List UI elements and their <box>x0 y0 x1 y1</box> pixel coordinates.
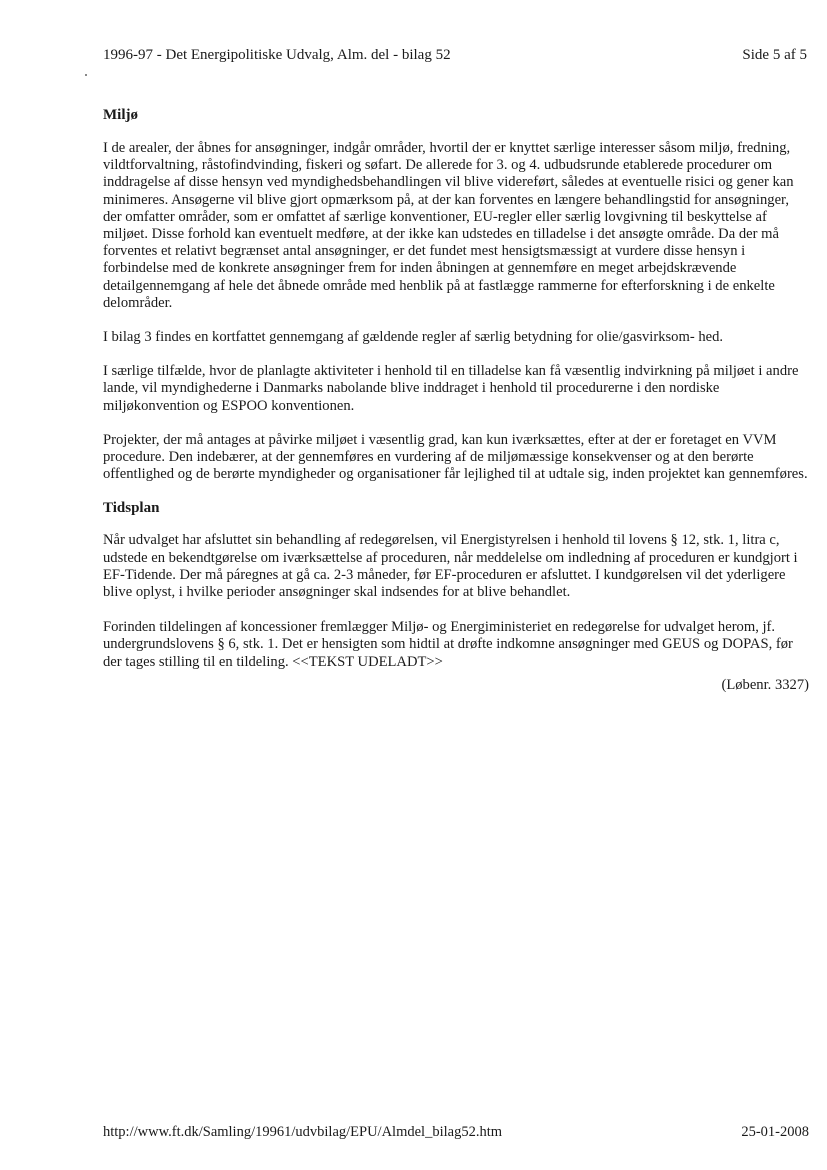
paragraph-tidsplan-1: Når udvalget har afsluttet sin behandling af redegørelsen, vil Energistyrelsen i henhold til lovens § 12, stk. 1, litra c, udstede en bekendtgørelse om iværksættelse af proceduren, når meddelelse om indledning af proceduren er kundgjort i EF-Tidende. Der må páregnes at gå ca. 2-3 måneder, før EF-proceduren er afsluttet. I kundgørelsen vil det yderligere blive oplyst, i hvilke perioder ansøgninger skal indsendes for at blive behandlet. <box>103 532 798 601</box>
paragraph-miljo-4: Projekter, der må antages at påvirke miljøet i væsentlig grad, kan kun iværksættes, efter at der er foretaget en VVM procedure. Den indebærer, at der gennemføres en vurdering af de miljømæssige konsekvenser og at den berørte offentlighed og de berørte myndigheder og organisationer får lejlighed til at udtale sig, inden projektet kan gennemføres. <box>103 431 808 483</box>
footer-url: http://www.ft.dk/Samling/19961/udvbilag/EPU/Almdel_bilag52.htm <box>103 1124 503 1140</box>
paragraph-tidsplan-2: Forinden tildelingen af koncessioner fremlægger Miljø- og Energiministeriet en redegørelse for udvalget herom, jf. undergrundslovens § 6, stk. 1. Det er hensigten som hidtil at drøfte indkomne ansøgninger med GEUS og DOPAS, før der tages stilling til en tildeling. <<TEKST UDELADT>> <box>103 619 793 670</box>
page-header-title: 1996-97 - Det Energipolitiske Udvalg, Alm. del - bilag 52 <box>103 47 451 63</box>
scan-artifact <box>85 74 87 76</box>
footer-date: 25-01-2008 <box>741 1124 809 1140</box>
paragraph-miljo-1: I de arealer, der åbnes for ansøgninger, indgår områder, hvortil der er knyttet særlige interesser såsom miljø, fredning, vildtforvaltning, råstofindvinding, fiskeri og søfart. De allerede for 3. og 4. udbudsrunde etablerede procedurer om inddragelse af disse hensyn ved myndighedsbehandlingen vil blive videreført, således at eventuelle risici og gener kan minimeres. Ansøgerne vil blive gjort opmærksom på, at der kan forventes en længere behandlingstid for ansøgninger, der omfatter områder, som er omfattet af særlige konventioner, EU-regler eller særlig lovgivning til beskyttelse af miljøet. Disse forhold kan eventuelt medføre, at der ikke kan udstedes en tilladelse i det ansøgte område. Da der må forventes et relativt begrænset antal ansøgninger, er det fundet mest hensigtsmæssigt at vurdere disse hensyn i forbindelse med de konkrete ansøgninger frem for inden åbningen at gennemføre en meget arbejdskrævende detailgennemgang af hele det åbnede område med henblik på at fastlægge rammerne for efterforskning i de enkelte delområder. <box>103 140 794 311</box>
page-number: Side 5 af 5 <box>742 47 807 63</box>
paragraph-miljo-2: I bilag 3 findes en kortfattet gennemgang af gældende regler af særlig betydning for olie/gasvirksom- hed. <box>103 329 724 346</box>
section-heading-miljo: Miljø <box>103 107 138 123</box>
paragraph-miljo-3: I særlige tilfælde, hvor de planlagte aktiviteter i henhold til en tilladelse kan få væsentlig indvirkning på miljøet i andre lande, vil myndighederne i Danmarks nabolande blive inddraget i henhold til procedurerne i den nordiske miljøkonvention og ESPOO konventionen. <box>103 363 799 414</box>
section-heading-tidsplan: Tidsplan <box>103 500 160 517</box>
reference-number: (Løbenr. 3327) <box>721 676 809 693</box>
document-body <box>103 106 809 694</box>
